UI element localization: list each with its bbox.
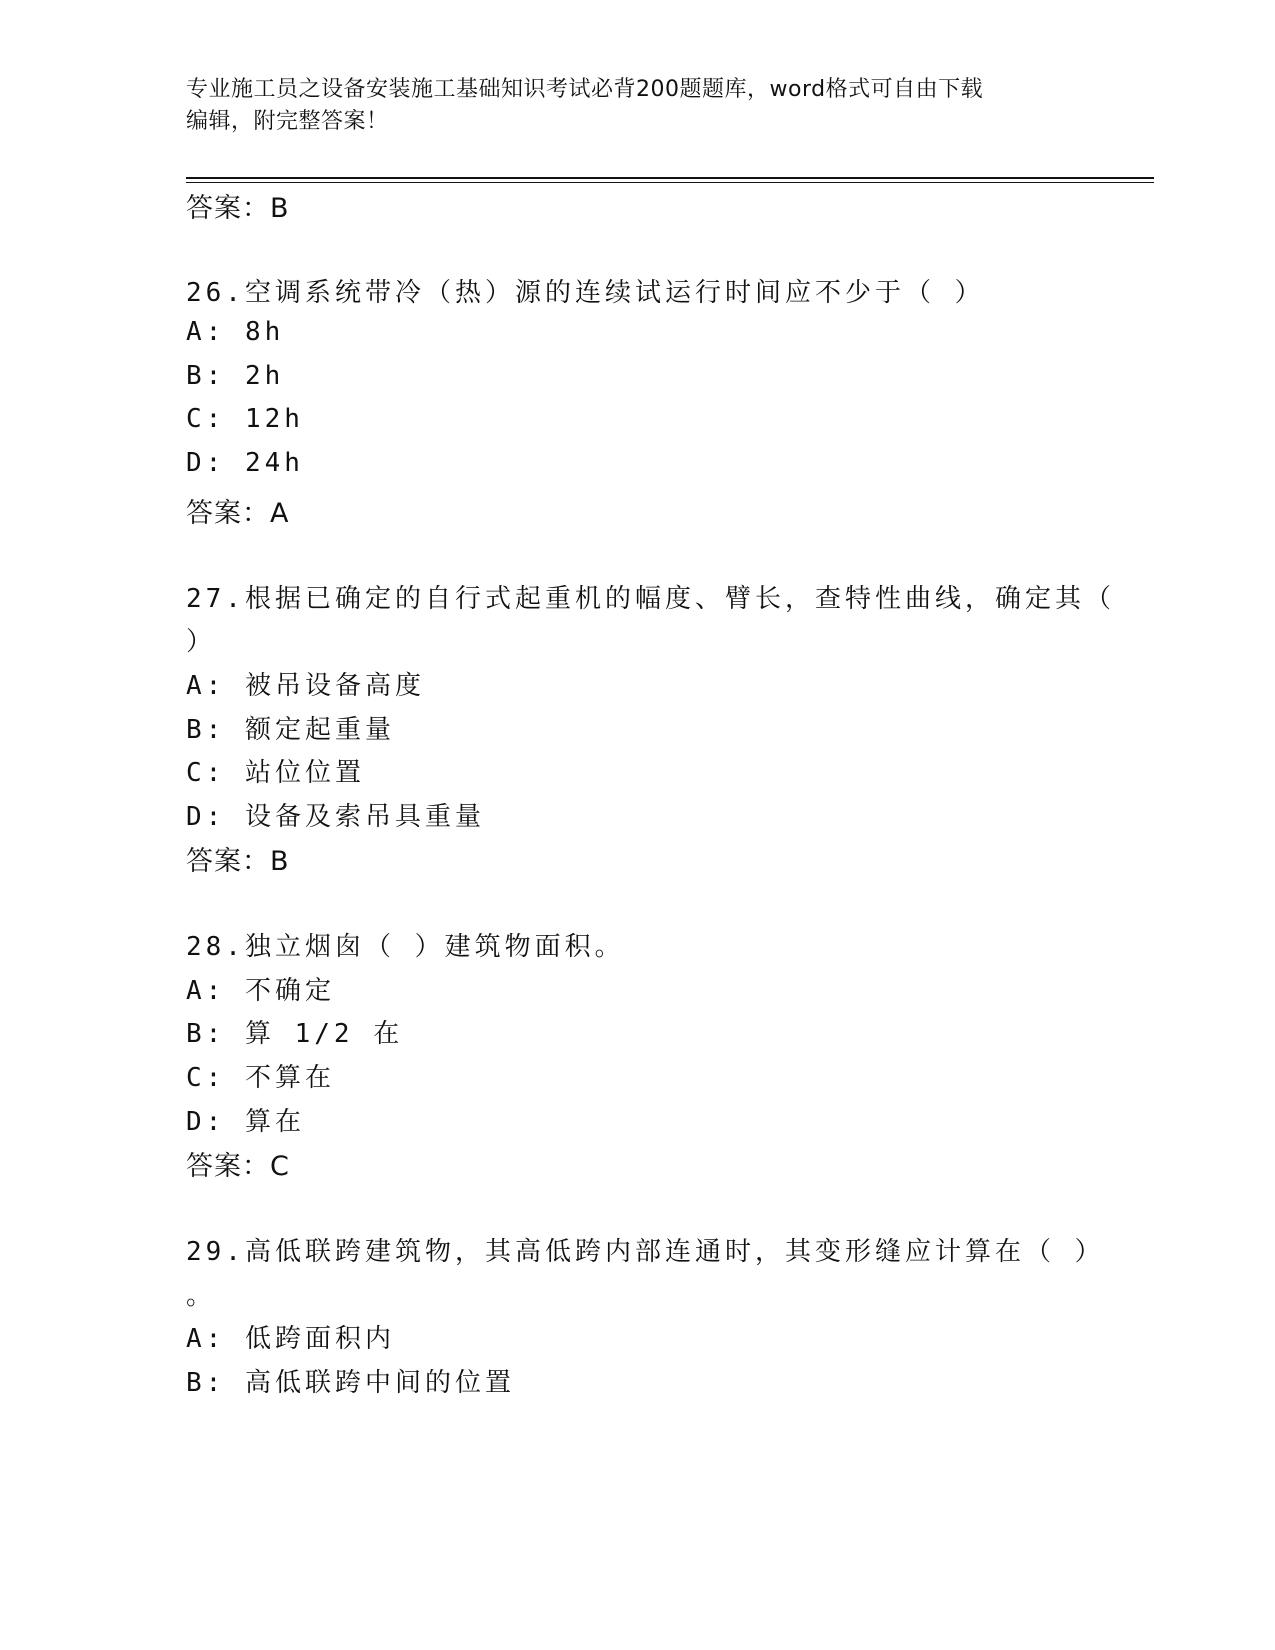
- answer-27: 答案：B: [186, 846, 290, 877]
- answer-28: 答案：C: [186, 1151, 290, 1182]
- header-title-line-1: 专业施工员之设备安装施工基础知识考试必背200题题库，word格式可自由下载: [186, 77, 984, 102]
- header-divider-thin: [186, 182, 1154, 183]
- q27-option-b: B: 额定起重量: [186, 715, 395, 745]
- q28-option-b: B: 算 1/2 在: [186, 1019, 404, 1049]
- question-28: 28.独立烟囱（ ）建筑物面积。: [186, 932, 625, 962]
- q27-option-a: A: 被吊设备高度: [186, 671, 425, 701]
- q26-option-d: D: 24h: [186, 448, 304, 478]
- q27-option-c: C: 站位位置: [186, 758, 365, 788]
- question-26: 26.空调系统带冷（热）源的连续试运行时间应不少于（ ）: [186, 278, 985, 308]
- header-divider-thick: [186, 177, 1154, 179]
- question-29-line-1: 29.高低联跨建筑物，其高低跨内部连通时，其变形缝应计算在（ ）: [186, 1237, 1105, 1267]
- q26-option-b: B: 2h: [186, 361, 285, 391]
- header-title-line-2: 编辑，附完整答案！: [186, 109, 389, 134]
- q26-option-c: C: 12h: [186, 404, 304, 434]
- q29-option-a: A: 低跨面积内: [186, 1324, 395, 1354]
- answer-25: 答案：B: [186, 193, 290, 224]
- q28-option-d: D: 算在: [186, 1107, 305, 1137]
- q29-option-b: B: 高低联跨中间的位置: [186, 1368, 515, 1398]
- question-27-line-1: 27.根据已确定的自行式起重机的幅度、臂长，查特性曲线，确定其（: [186, 584, 1115, 614]
- q28-option-c: C: 不算在: [186, 1063, 335, 1093]
- question-29-line-2: 。: [186, 1281, 217, 1311]
- q28-option-a: A: 不确定: [186, 976, 335, 1006]
- q26-option-a: A: 8h: [186, 317, 285, 347]
- page-header: [186, 74, 1066, 138]
- question-27-line-2: ）: [186, 627, 217, 657]
- answer-26: 答案：A: [186, 498, 290, 529]
- q27-option-d: D: 设备及索吊具重量: [186, 802, 485, 832]
